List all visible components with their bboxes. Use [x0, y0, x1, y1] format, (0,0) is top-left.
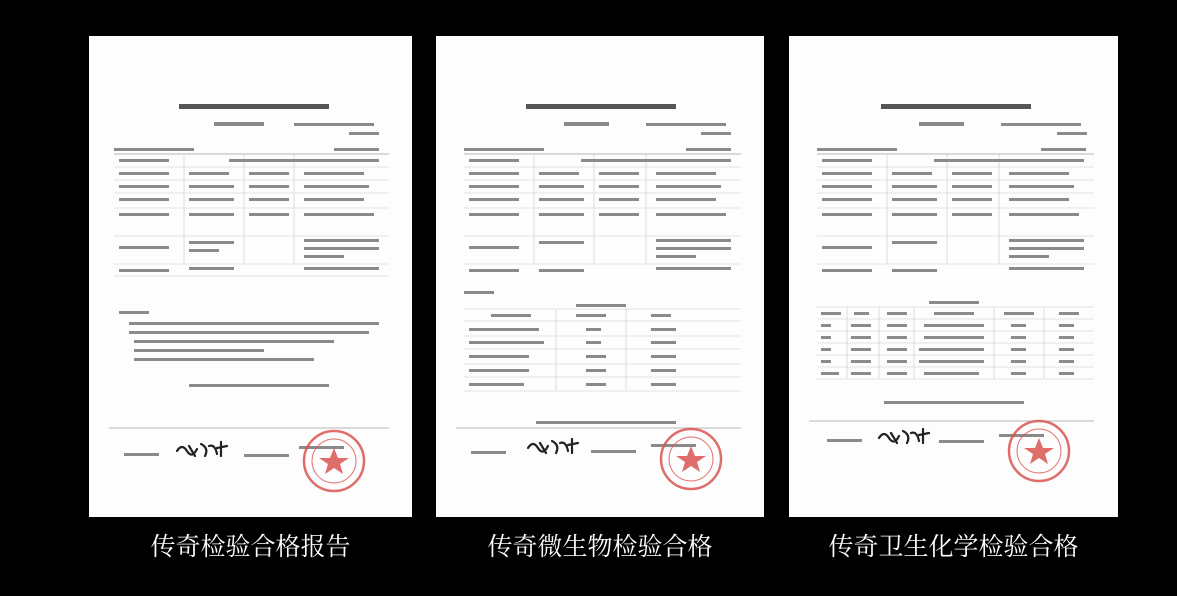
- report-document-1: [89, 36, 412, 517]
- report-page-image: [89, 36, 412, 517]
- report-page-image: [436, 36, 764, 517]
- report-document-2: [436, 36, 764, 517]
- caption-chemical-test: 传奇卫生化学检验合格: [828, 532, 1079, 561]
- report-page-image: [789, 36, 1118, 517]
- caption-inspection-report: 传奇检验合格报告: [150, 532, 351, 561]
- report-document-3: [789, 36, 1118, 517]
- caption-microbial-test: 传奇微生物检验合格: [487, 532, 713, 561]
